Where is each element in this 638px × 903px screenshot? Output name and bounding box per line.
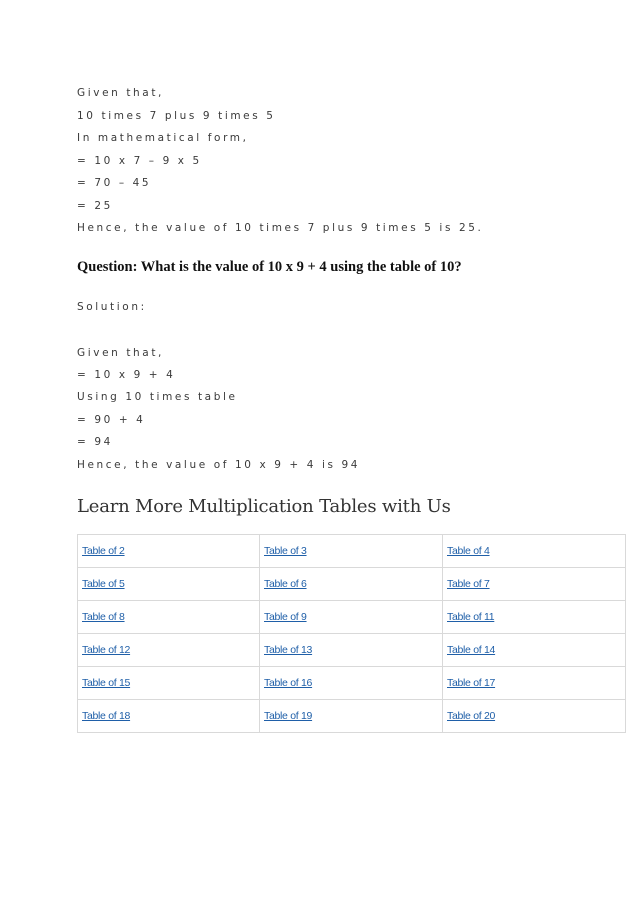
table-link[interactable]: Table of 14 (447, 644, 496, 656)
table-cell (78, 535, 260, 568)
table-link[interactable]: Table of 5 (82, 578, 125, 590)
table-cell (260, 700, 443, 733)
table-link[interactable]: Table of 3 (264, 545, 307, 557)
table-cell (78, 634, 260, 667)
solution-step-line: 10 times 7 plus 9 times 5 (77, 110, 276, 122)
table-link[interactable]: Table of 11 (447, 611, 495, 623)
table-row (78, 667, 626, 700)
solution-step-line: Given that, (77, 87, 164, 99)
solution-step-line: = 10 x 9 + 4 (77, 369, 176, 381)
solution-step-line: = 10 x 7 – 9 x 5 (77, 155, 202, 167)
table-link[interactable]: Table of 8 (82, 611, 125, 623)
table-cell (78, 667, 260, 700)
table-link[interactable]: Table of 9 (264, 611, 307, 623)
table-row (78, 535, 626, 568)
table-link[interactable]: Table of 12 (82, 644, 131, 656)
solution-step-line: = 94 (77, 436, 113, 448)
table-row (78, 634, 626, 667)
solution-step-line: = 25 (77, 200, 113, 212)
solution-step-line: Using 10 times table (77, 391, 238, 403)
table-cell (260, 667, 443, 700)
table-cell (78, 601, 260, 634)
table-cell (443, 634, 626, 667)
solution-step-line: = 90 + 4 (77, 414, 146, 426)
table-cell (78, 700, 260, 733)
table-link[interactable]: Table of 19 (264, 710, 313, 722)
solution-conclusion: Hence, the value of 10 x 9 + 4 is 94 (77, 459, 361, 471)
solution-label: Solution: (77, 301, 147, 313)
solution-step-line: In mathematical form, (77, 132, 249, 144)
table-link[interactable]: Table of 17 (447, 677, 496, 689)
table-cell (260, 601, 443, 634)
table-link[interactable]: Table of 18 (82, 710, 131, 722)
table-cell (260, 568, 443, 601)
question-heading: Question: What is the value of 10 x 9 + 4 using the table of 10? (77, 259, 462, 275)
section-heading: Learn More Multiplication Tables with Us (77, 496, 451, 517)
table-cell (78, 568, 260, 601)
table-link[interactable]: Table of 4 (447, 545, 490, 557)
table-row (78, 700, 626, 733)
table-cell (443, 535, 626, 568)
table-link[interactable]: Table of 15 (82, 677, 131, 689)
table-link[interactable]: Table of 20 (447, 710, 496, 722)
table-link[interactable]: Table of 6 (264, 578, 307, 590)
table-link[interactable]: Table of 2 (82, 545, 125, 557)
table-row (78, 601, 626, 634)
table-cell (443, 601, 626, 634)
table-cell (443, 667, 626, 700)
table-cell (443, 700, 626, 733)
table-cell (260, 634, 443, 667)
table-cell (443, 568, 626, 601)
multiplication-tables-links-table (77, 534, 626, 733)
table-cell (260, 535, 443, 568)
table-link[interactable]: Table of 13 (264, 644, 313, 656)
solution-step-line: = 70 – 45 (77, 177, 152, 189)
table-link[interactable]: Table of 16 (264, 677, 313, 689)
solution-conclusion: Hence, the value of 10 times 7 plus 9 times 5 is 25. (77, 222, 484, 234)
solution-step-line: Given that, (77, 347, 164, 359)
table-link[interactable]: Table of 7 (447, 578, 490, 590)
table-row (78, 568, 626, 601)
